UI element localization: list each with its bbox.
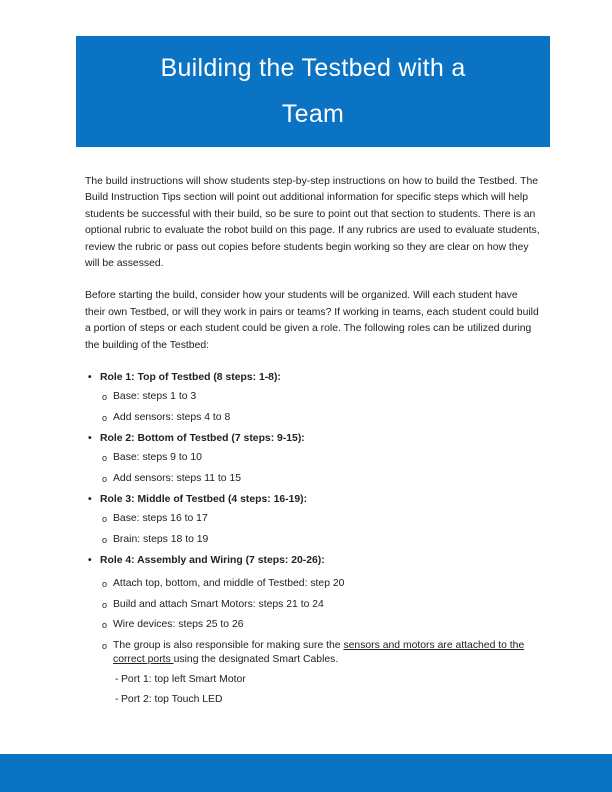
role-steps: [85, 390, 540, 425]
role-step: o Base: steps 16 to 17: [85, 512, 540, 526]
roles-list: [85, 370, 540, 707]
document-body: [85, 174, 540, 713]
organization-paragraph: Before starting the build, consider how your students will be organized. Will each student have their own Testbed, or will they work in pairs or teams? If working in teams, each student could build a portion of steps or each student could be given a role. The following roles can be utilized during the building of the Testbed:: [85, 290, 539, 351]
role-step: o Add sensors: steps 4 to 8: [85, 411, 540, 425]
note-text-start: The group is also responsible for making sure the: [113, 639, 344, 651]
page-title-line-2: Team: [281, 100, 345, 128]
role-step: o Base: steps 9 to 10: [85, 451, 540, 465]
role-steps: [85, 577, 540, 667]
role-1: [85, 370, 540, 425]
role-step: o Build and attach Smart Motors: steps 21 to 24: [85, 598, 540, 612]
role-3: [85, 492, 540, 547]
role-steps: [85, 512, 540, 547]
port-item: - Port 2: top Touch LED: [85, 693, 540, 707]
role-title: • Role 2: Bottom of Testbed (7 steps: 9-15):: [85, 431, 540, 451]
intro-paragraph: The build instructions will show students step-by-step instructions on how to build the Testbed. The Build Instruction Tips section will point out additional information for specific steps which will help students be successful with their build, so be sure to point out that section to students. There is an optional rubric to evaluate the robot build on this page. If any rubrics are used to evaluate students, review the rubric or pass out copies before students begin working so they are clear on how they will be assessed.: [85, 176, 540, 270]
note-text-end: using the designated Smart Cables.: [173, 653, 339, 665]
role-step: o Brain: steps 18 to 19: [85, 533, 540, 547]
footer-bar: [0, 754, 612, 792]
port-list: [85, 673, 540, 707]
port-item: - Port 1: top left Smart Motor: [85, 673, 540, 687]
role-step: o Add sensors: steps 11 to 15: [85, 472, 540, 486]
role-4: [85, 553, 540, 707]
role-2: [85, 431, 540, 486]
role-steps: [85, 451, 540, 486]
ports-underlined-text: sensors and motors are attached to the correct ports: [113, 639, 525, 665]
role-title: • Role 4: Assembly and Wiring (7 steps: 20-26):: [85, 553, 540, 573]
title-banner: [76, 36, 550, 147]
role-step: o Wire devices: steps 25 to 26: [85, 618, 540, 632]
role-step: o Base: steps 1 to 3: [85, 390, 540, 404]
role-title: • Role 3: Middle of Testbed (4 steps: 16-19):: [85, 492, 540, 512]
page-title-line-1: Building the Testbed with a: [160, 54, 466, 82]
role-step: o Attach top, bottom, and middle of Testbed: step 20: [85, 577, 540, 591]
role-note: [85, 639, 540, 667]
role-title: • Role 1: Top of Testbed (8 steps: 1-8):: [85, 370, 540, 390]
